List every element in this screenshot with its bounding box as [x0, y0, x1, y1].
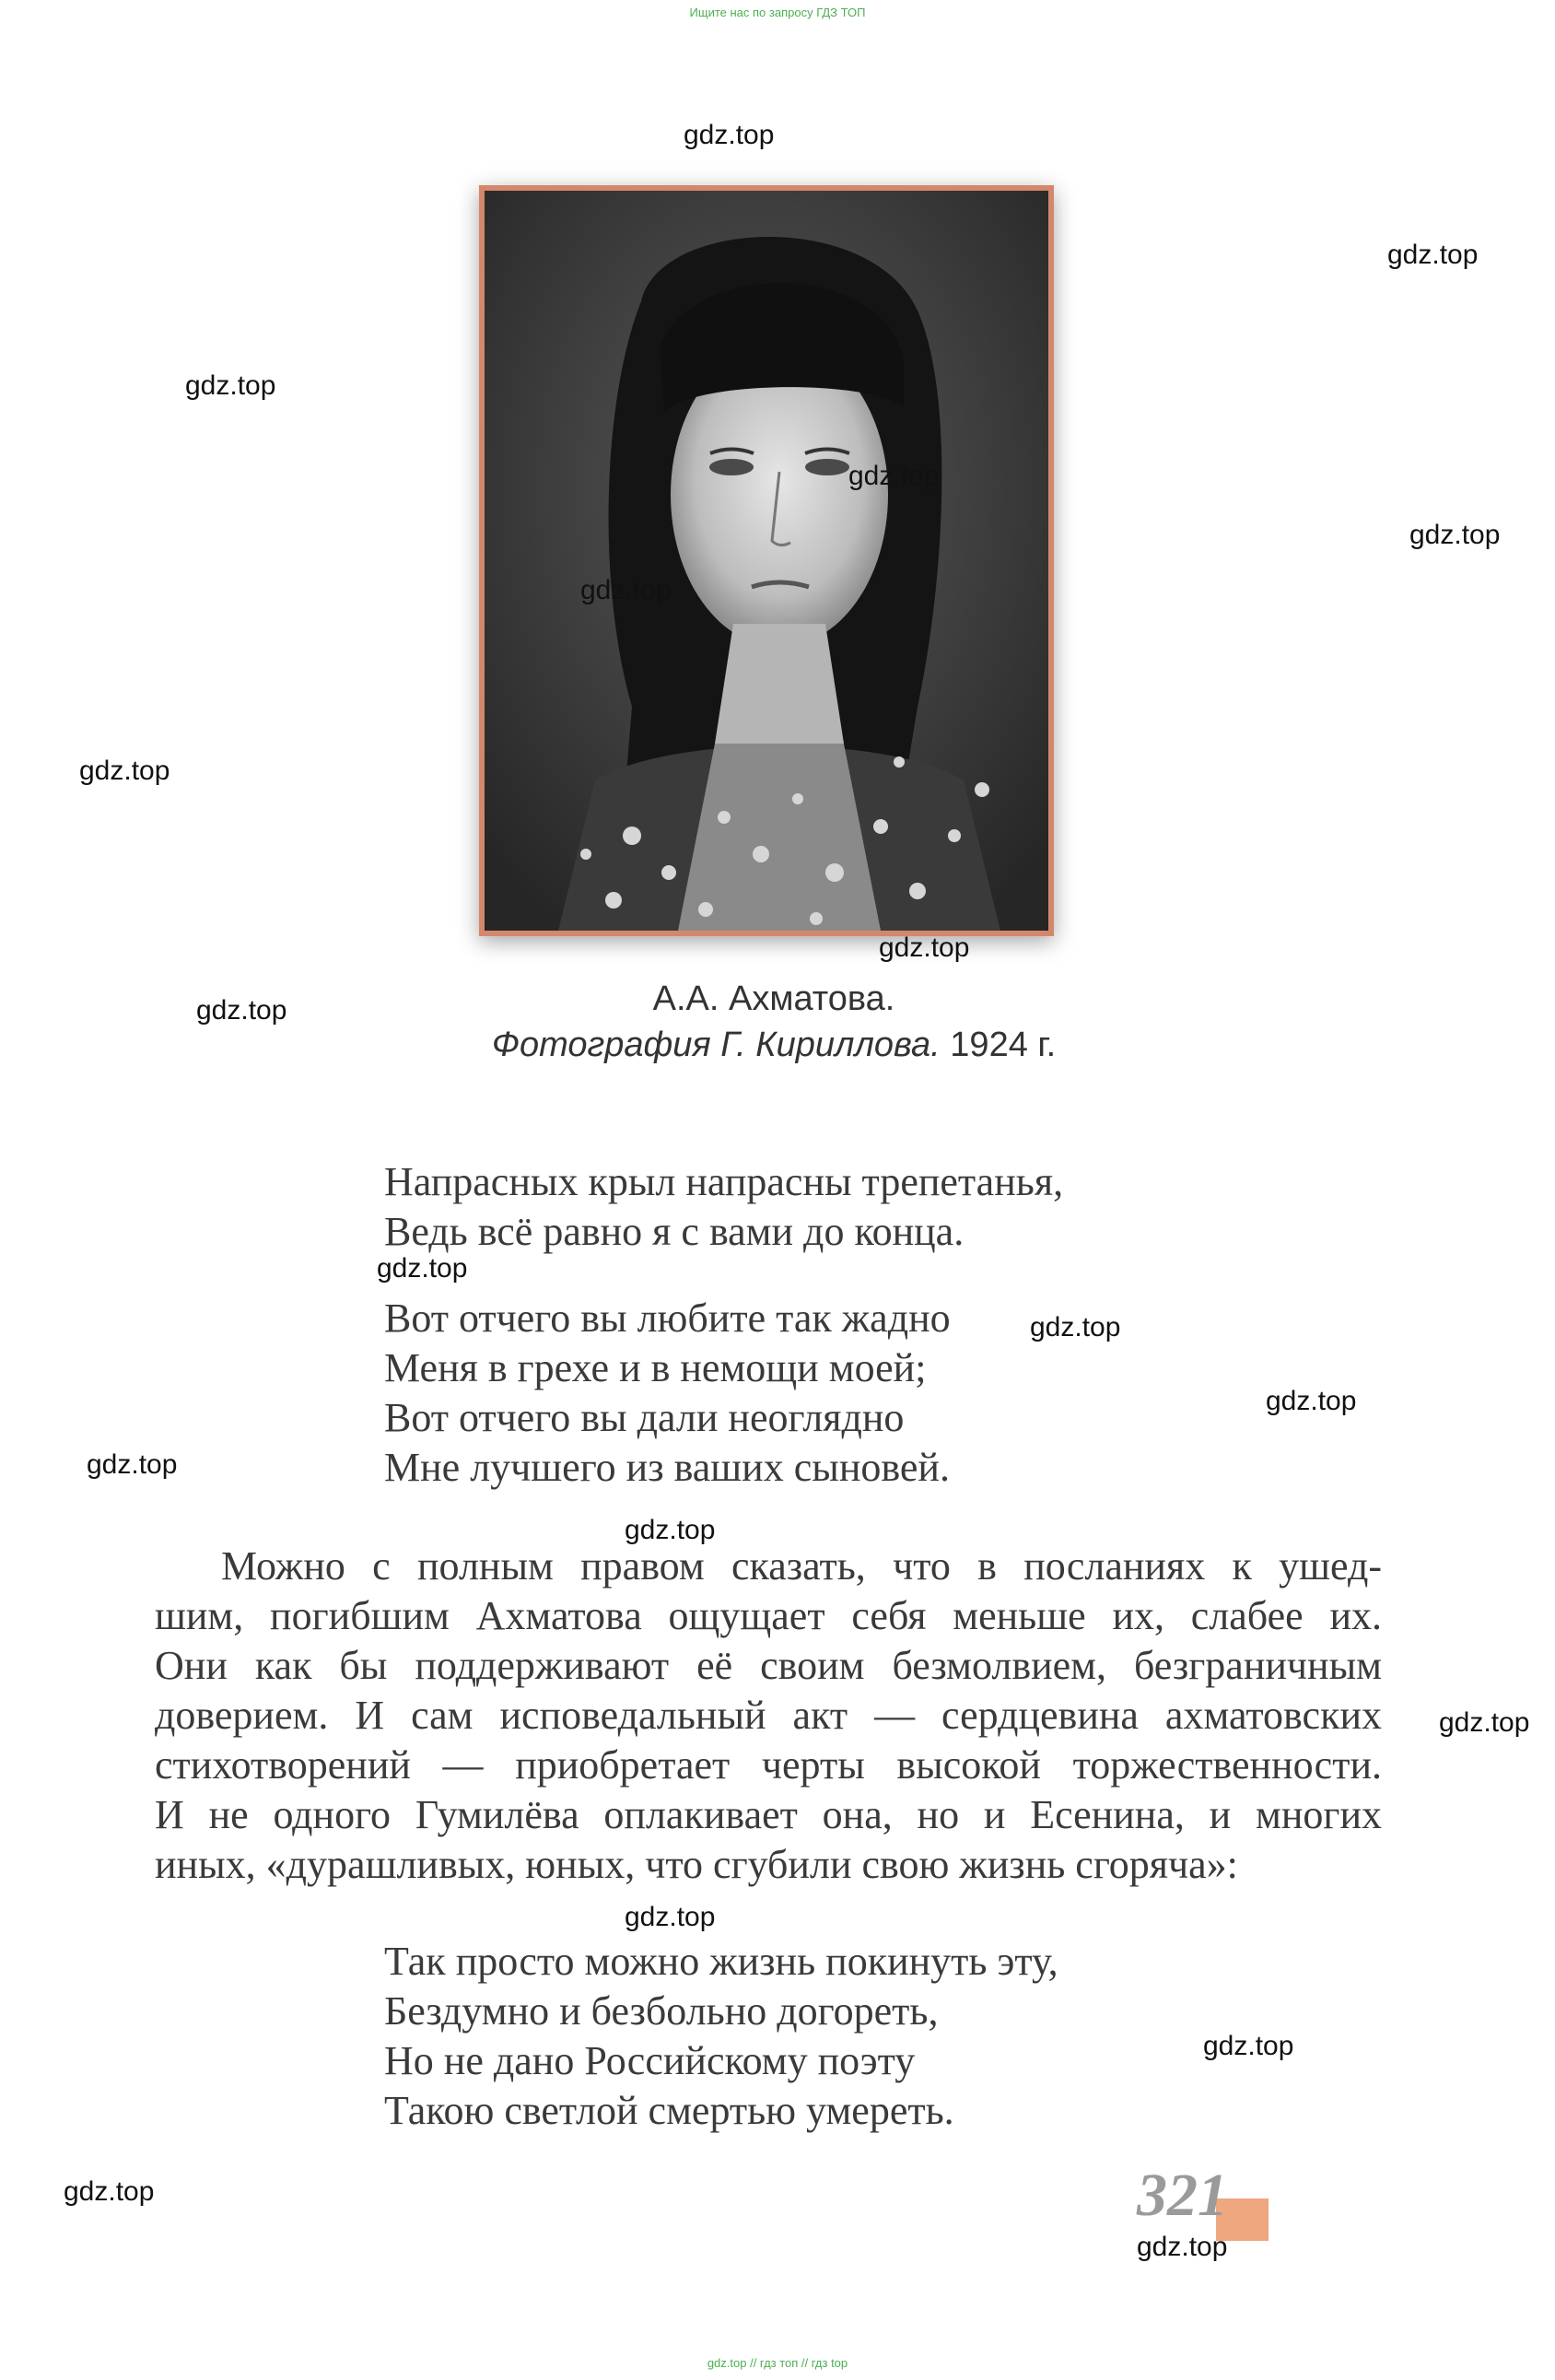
watermark: gdz.top: [1409, 520, 1501, 550]
poem-line: Вот отчего вы любите так жадно: [384, 1296, 951, 1341]
caption-photo-credit: Фотография Г. Кириллова.: [491, 1026, 941, 1064]
watermark: gdz.top: [185, 370, 276, 401]
prose-line: доверием. И сам исповедальный акт — сердцевина ахматовских: [155, 1693, 1382, 1738]
poem-stanza-1: [384, 1157, 1063, 1257]
watermark: gdz.top: [64, 2176, 155, 2207]
prose-line: стихотворений — приобретает черты высокой торжественности.: [155, 1742, 1382, 1788]
prose-line: Можно с полным правом сказать, что в посланиях к ушед-: [221, 1543, 1382, 1589]
watermark: gdz.top: [1387, 240, 1479, 270]
bottom-banner: gdz.top // гдз топ // гдз top: [707, 2356, 848, 2370]
poem-line: Вот отчего вы дали неоглядно: [384, 1395, 905, 1440]
watermark: gdz.top: [625, 1515, 716, 1545]
portrait-photo: [479, 185, 1054, 936]
poem-line: Такою светлой смертью умереть.: [384, 2088, 954, 2133]
caption-credit: [368, 1026, 1179, 1065]
portrait-image: [485, 191, 1048, 931]
watermark: gdz.top: [879, 932, 970, 963]
watermark: gdz.top: [1439, 1707, 1530, 1738]
watermark: gdz.top: [848, 461, 940, 491]
prose-line: И не одного Гумилёва оплакивает она, но и Есенина, и многих: [155, 1792, 1382, 1837]
poem-line: Ведь всё равно я с вами до конца.: [384, 1209, 965, 1254]
poem-line: Напрасных крыл напрасны трепетанья,: [384, 1159, 1064, 1204]
watermark: gdz.top: [625, 1902, 716, 1932]
watermark: gdz.top: [1203, 2031, 1294, 2061]
watermark: gdz.top: [1266, 1386, 1357, 1416]
watermark: gdz.top: [1137, 2232, 1228, 2262]
poem-stanza-3: [384, 1937, 1058, 2136]
watermark: gdz.top: [580, 575, 672, 605]
prose-line: шим, погибшим Ахматова ощущает себя меньше их, слабее их.: [155, 1593, 1382, 1638]
watermark: gdz.top: [87, 1449, 178, 1480]
prose-line: иных, «дурашливых, юных, что сгубили свою жизнь сгоряча»:: [155, 1842, 1238, 1887]
poem-stanza-2: [384, 1294, 951, 1493]
poem-line: Мне лучшего из ваших сыновей.: [384, 1445, 950, 1490]
page-number: 321: [1137, 2162, 1228, 2229]
poem-line: Меня в грехе и в немощи моей;: [384, 1345, 927, 1390]
poem-line: Бездумно и безбольно догореть,: [384, 1988, 939, 2034]
watermark: gdz.top: [1030, 1312, 1121, 1342]
top-banner: Ищите нас по запросу ГДЗ ТОП: [689, 6, 866, 19]
watermark: gdz.top: [377, 1253, 468, 1284]
prose-line: Они как бы поддерживают её своим безмолвием, безграничным: [155, 1643, 1382, 1688]
caption-year: 1924 г.: [950, 1026, 1057, 1064]
watermark: gdz.top: [79, 756, 170, 786]
watermark: gdz.top: [684, 120, 775, 150]
poem-line: Но не дано Российскому поэту: [384, 2038, 916, 2083]
poem-line: Так просто можно жизнь покинуть эту,: [384, 1939, 1058, 1984]
watermark: gdz.top: [196, 995, 287, 1026]
caption-name: А.А. Ахматова.: [652, 979, 895, 1018]
prose-paragraph: [155, 1542, 1382, 1890]
